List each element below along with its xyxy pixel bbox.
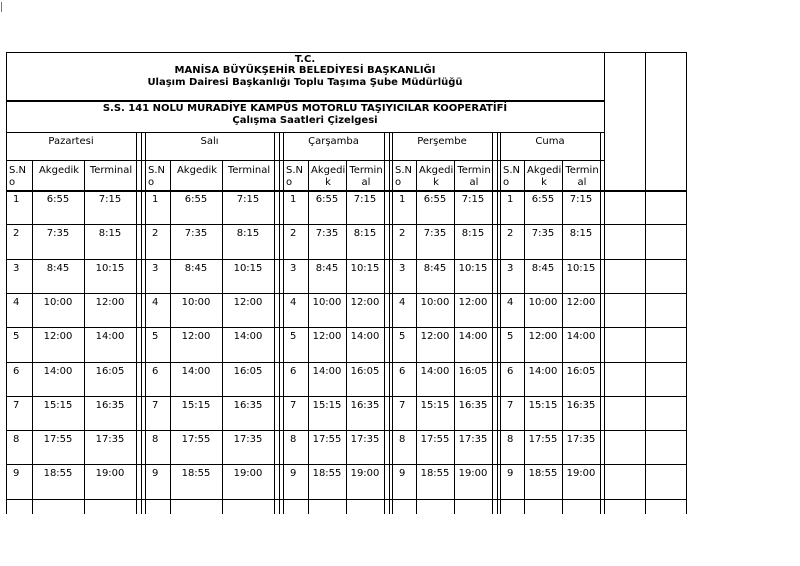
row-number: 6 [152, 366, 159, 377]
akgedik-time: 8:45 [423, 263, 447, 274]
akgedik-col-divider [84, 160, 85, 514]
row-number: 2 [13, 228, 20, 239]
akgedik-time: 7:35 [46, 228, 70, 239]
akgedik-time: 7:35 [315, 228, 339, 239]
akgedik-header: Akgedik [176, 165, 218, 176]
terminal-time: 10:15 [350, 263, 380, 274]
row-number: 9 [290, 468, 297, 479]
subheader-divider [6, 132, 604, 133]
akgedik-time: 10:00 [43, 297, 73, 308]
akgedik-time: 15:15 [420, 400, 450, 411]
akgedik-time: 10:00 [420, 297, 450, 308]
terminal-time: 16:35 [566, 400, 596, 411]
day-block-left [145, 132, 146, 514]
row-number: 5 [152, 331, 159, 342]
day-block-left [283, 132, 284, 514]
terminal-time: 16:05 [458, 366, 488, 377]
terminal-header: Termin al [457, 165, 491, 188]
terminal-time: 14:00 [95, 331, 125, 342]
row-number: 7 [507, 400, 514, 411]
akgedik-time: 18:55 [43, 468, 73, 479]
day-name: Salı [200, 136, 219, 147]
akgedik-header: Akgedi k [311, 165, 346, 188]
terminal-time: 17:35 [95, 434, 125, 445]
terminal-time: 14:00 [566, 331, 596, 342]
akgedik-time: 15:15 [312, 400, 342, 411]
row-number: 4 [13, 297, 20, 308]
row-number: 1 [13, 194, 20, 205]
terminal-time: 19:00 [566, 468, 596, 479]
akgedik-time: 10:00 [312, 297, 342, 308]
akgedik-time: 6:55 [531, 194, 555, 205]
header-tc: T.C. [294, 54, 316, 65]
akgedik-time: 7:35 [184, 228, 208, 239]
day-block-left [392, 132, 393, 514]
sno-col-divider [308, 160, 309, 514]
row-divider [6, 293, 686, 294]
row-divider [6, 362, 686, 363]
akgedik-time: 7:35 [423, 228, 447, 239]
row-number: 6 [399, 366, 406, 377]
row-number: 1 [152, 194, 159, 205]
terminal-time: 7:15 [569, 194, 593, 205]
akgedik-time: 14:00 [181, 366, 211, 377]
row-number: 7 [290, 400, 297, 411]
terminal-time: 8:15 [353, 228, 377, 239]
day-block-right-double [389, 132, 390, 514]
day-block-left [500, 132, 501, 514]
row-number: 7 [399, 400, 406, 411]
row-divider [6, 224, 686, 225]
akgedik-time: 8:45 [46, 263, 70, 274]
terminal-time: 17:35 [458, 434, 488, 445]
akgedik-time: 14:00 [420, 366, 450, 377]
akgedik-time: 6:55 [184, 194, 208, 205]
row-divider [6, 464, 686, 465]
row-number: 2 [507, 228, 514, 239]
akgedik-time: 10:00 [528, 297, 558, 308]
row-number: 5 [507, 331, 514, 342]
terminal-time: 17:35 [233, 434, 263, 445]
row-number: 9 [13, 468, 20, 479]
terminal-time: 12:00 [458, 297, 488, 308]
day-block-right [136, 132, 137, 514]
akgedik-time: 15:15 [43, 400, 73, 411]
sno-header: S.N o [9, 165, 27, 188]
terminal-time: 16:35 [458, 400, 488, 411]
row-number: 4 [290, 297, 297, 308]
terminal-time: 16:35 [350, 400, 380, 411]
row-number: 8 [13, 434, 20, 445]
terminal-time: 19:00 [95, 468, 125, 479]
terminal-time: 10:15 [95, 263, 125, 274]
terminal-header: Termin al [565, 165, 599, 188]
row-number: 5 [13, 331, 20, 342]
akgedik-time: 12:00 [43, 331, 73, 342]
akgedik-col-divider [222, 160, 223, 514]
akgedik-time: 6:55 [46, 194, 70, 205]
row-number: 1 [507, 194, 514, 205]
row-number: 5 [399, 331, 406, 342]
row-number: 6 [290, 366, 297, 377]
row-number: 7 [13, 400, 20, 411]
row-number: 8 [152, 434, 159, 445]
row-number: 4 [399, 297, 406, 308]
terminal-header: Terminal [89, 165, 133, 176]
akgedik-time: 17:55 [528, 434, 558, 445]
day-block-right-double [497, 132, 498, 514]
akgedik-time: 15:15 [528, 400, 558, 411]
sno-col-divider [32, 160, 33, 514]
akgedik-time: 14:00 [312, 366, 342, 377]
akgedik-time: 6:55 [315, 194, 339, 205]
row-number: 3 [152, 263, 159, 274]
cooperative-title: S.S. 141 NOLU MURADİYE KAMPÜS MOTORLU TAŞIYICILAR KOOPERATİFİ [102, 103, 508, 114]
day-block-right-double [141, 132, 142, 514]
sno-header: S.N o [395, 165, 413, 188]
row-number: 3 [399, 263, 406, 274]
akgedik-col-divider [562, 160, 563, 514]
terminal-time: 7:15 [461, 194, 485, 205]
akgedik-time: 18:55 [420, 468, 450, 479]
sno-col-divider [416, 160, 417, 514]
row-number: 6 [507, 366, 514, 377]
sno-col-divider [170, 160, 171, 514]
akgedik-time: 12:00 [312, 331, 342, 342]
day-name: Çarşamba [308, 136, 359, 147]
terminal-time: 7:15 [236, 194, 260, 205]
row-number: 5 [290, 331, 297, 342]
akgedik-time: 8:45 [184, 263, 208, 274]
table-top-border [6, 52, 686, 53]
terminal-time: 16:05 [233, 366, 263, 377]
day-block-right [274, 132, 275, 514]
header-department: Ulaşım Dairesi Başkanlığı Toplu Taşıma Şube Müdürlüğü [147, 77, 463, 88]
terminal-time: 8:15 [461, 228, 485, 239]
sno-header: S.N o [148, 165, 166, 188]
row-number: 3 [290, 263, 297, 274]
terminal-time: 10:15 [566, 263, 596, 274]
row-number: 3 [13, 263, 20, 274]
terminal-time: 17:35 [566, 434, 596, 445]
akgedik-time: 17:55 [312, 434, 342, 445]
sno-col-divider [524, 160, 525, 514]
akgedik-time: 14:00 [528, 366, 558, 377]
terminal-time: 14:00 [458, 331, 488, 342]
row-number: 2 [152, 228, 159, 239]
day-name: Perşembe [417, 136, 467, 147]
terminal-time: 8:15 [569, 228, 593, 239]
akgedik-time: 17:55 [420, 434, 450, 445]
row-number: 2 [399, 228, 406, 239]
terminal-header: Terminal [227, 165, 271, 176]
row-number: 1 [290, 194, 297, 205]
terminal-time: 14:00 [233, 331, 263, 342]
terminal-time: 10:15 [458, 263, 488, 274]
day-block-right-double [279, 132, 280, 514]
row-number: 7 [152, 400, 159, 411]
akgedik-time: 18:55 [528, 468, 558, 479]
akgedik-time: 8:45 [315, 263, 339, 274]
row-divider [6, 430, 686, 431]
row-divider [6, 327, 686, 328]
akgedik-time: 17:55 [181, 434, 211, 445]
akgedik-header: Akgedi k [527, 165, 562, 188]
akgedik-header: Akgedi k [419, 165, 454, 188]
akgedik-time: 15:15 [181, 400, 211, 411]
row-number: 9 [507, 468, 514, 479]
akgedik-time: 14:00 [43, 366, 73, 377]
day-name: Cuma [535, 136, 565, 147]
dayname-divider [6, 160, 604, 161]
terminal-time: 14:00 [350, 331, 380, 342]
akgedik-time: 7:35 [531, 228, 555, 239]
header-divider-double [6, 101, 604, 102]
row-number: 8 [399, 434, 406, 445]
day-name: Pazartesi [48, 136, 94, 147]
row-number: 3 [507, 263, 514, 274]
terminal-time: 12:00 [566, 297, 596, 308]
akgedik-header: Akgedik [38, 165, 80, 176]
row-divider [6, 396, 686, 397]
terminal-time: 12:00 [350, 297, 380, 308]
row-number: 8 [290, 434, 297, 445]
row-divider [6, 499, 686, 500]
akgedik-col-divider [454, 160, 455, 514]
terminal-header: Termin al [349, 165, 383, 188]
terminal-time: 16:05 [350, 366, 380, 377]
terminal-time: 7:15 [98, 194, 122, 205]
terminal-time: 8:15 [236, 228, 260, 239]
terminal-time: 17:35 [350, 434, 380, 445]
table-right-border [686, 52, 687, 514]
terminal-time: 19:00 [458, 468, 488, 479]
row-number: 1 [399, 194, 406, 205]
row-number: 9 [152, 468, 159, 479]
akgedik-time: 8:45 [531, 263, 555, 274]
terminal-time: 16:05 [95, 366, 125, 377]
day-block-right [492, 132, 493, 514]
akgedik-time: 17:55 [43, 434, 73, 445]
akgedik-time: 6:55 [423, 194, 447, 205]
row-number: 2 [290, 228, 297, 239]
extra-column-line-2 [645, 52, 646, 514]
schedule-title: Çalışma Saatleri Çizelgesi [232, 115, 378, 126]
sno-header: S.N o [286, 165, 304, 188]
terminal-time: 8:15 [98, 228, 122, 239]
row-number: 8 [507, 434, 514, 445]
akgedik-time: 12:00 [420, 331, 450, 342]
day-block-right [600, 132, 601, 514]
terminal-time: 12:00 [95, 297, 125, 308]
terminal-time: 19:00 [350, 468, 380, 479]
akgedik-time: 12:00 [181, 331, 211, 342]
row-number: 4 [507, 297, 514, 308]
akgedik-time: 18:55 [312, 468, 342, 479]
terminal-time: 19:00 [233, 468, 263, 479]
terminal-time: 16:35 [95, 400, 125, 411]
akgedik-col-divider [346, 160, 347, 514]
terminal-time: 16:35 [233, 400, 263, 411]
terminal-time: 16:05 [566, 366, 596, 377]
akgedik-time: 12:00 [528, 331, 558, 342]
header-municipality: MANİSA BÜYÜKŞEHİR BELEDİYESİ BAŞKANLIĞI [174, 65, 436, 76]
row-divider [6, 259, 686, 260]
row-number: 6 [13, 366, 20, 377]
extra-column-line [604, 52, 605, 514]
terminal-time: 7:15 [353, 194, 377, 205]
terminal-time: 12:00 [233, 297, 263, 308]
day-block-right [384, 132, 385, 514]
terminal-time: 10:15 [233, 263, 263, 274]
akgedik-time: 18:55 [181, 468, 211, 479]
row-number: 4 [152, 297, 159, 308]
akgedik-time: 10:00 [181, 297, 211, 308]
sno-header: S.N o [503, 165, 521, 188]
row-number: 9 [399, 468, 406, 479]
